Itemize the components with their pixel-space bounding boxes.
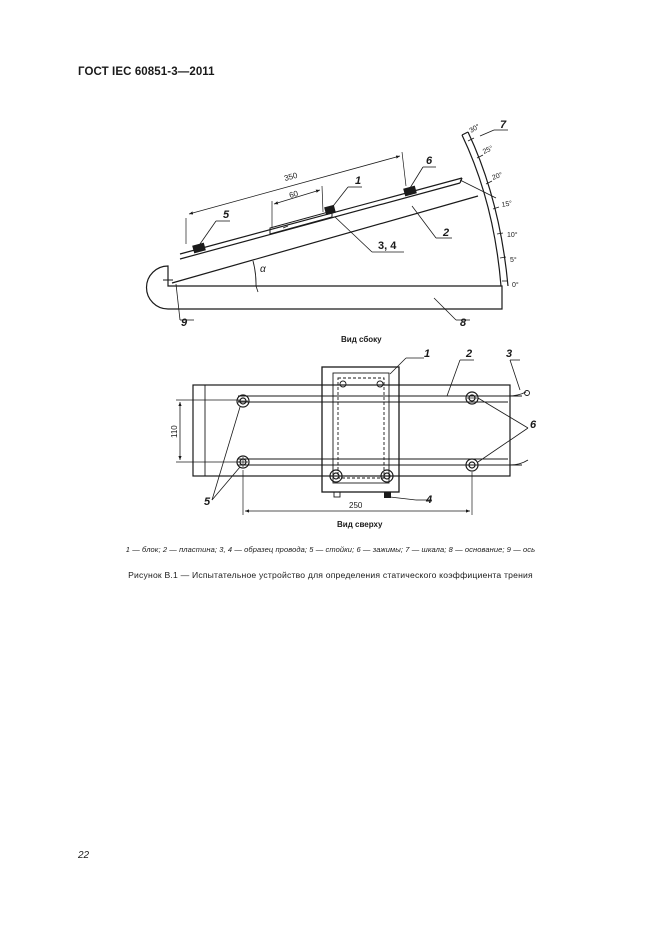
callout-6-side: 6 [426,155,433,167]
page-number: 22 [78,850,90,861]
scale-label-30: 30° [468,123,482,135]
scale-label-25: 25° [481,144,495,156]
axis-mark [163,275,173,285]
base-outline [147,266,503,309]
dim-250-label: 250 [349,501,363,510]
scale-label-10: 10° [507,232,518,239]
legend-item: 8 — основание; [448,545,507,554]
callout-6-top: 6 [530,419,537,431]
dim-350-label: 350 [283,170,299,183]
scale-label-15: 15° [501,200,513,209]
document-header: ГОСТ IEC 60851-3—2011 [78,66,215,78]
callout-5-side: 5 [223,209,230,221]
callout-2-side: 2 [443,227,450,239]
scale-label-20: 20° [491,171,504,182]
side-view-caption: Вид сбоку [341,335,382,344]
callout-34-side: 3, 4 [378,240,397,252]
callout-7-side: 7 [500,119,507,131]
callout-3-top: 3 [506,348,513,360]
callout-4-top: 4 [426,494,433,506]
block-side [270,211,332,234]
callout-5-top: 5 [204,496,211,508]
legend-item: 6 — зажимы; [356,545,406,554]
legend-item: 3, 4 — образец провода; [219,545,310,554]
scale-label-5: 5° [510,257,517,264]
stand-left [192,243,206,254]
callout-9-side: 9 [181,317,188,329]
legend-item: 1 — блок; [125,545,163,554]
callout-8-side: 8 [460,317,467,329]
callout-1-top: 1 [424,348,431,360]
top-view-labels [170,348,537,529]
figure-caption: Рисунок В.1 — Испытательное устройство для определения статического коэффициента трения [128,570,533,580]
dim-60-label: 60 [288,188,300,200]
callout-2-top: 2 [466,348,473,360]
side-view [147,130,509,320]
callout-1-side: 1 [355,175,362,187]
dim-110-label: 110 [170,425,179,438]
top-view [176,358,530,515]
legend-item: 5 — стойки; [309,545,357,554]
angle-label: α [260,264,266,275]
scale-label-0: 0° [512,282,519,289]
figure-legend [0,545,661,554]
legend-item: 9 — ось [506,545,536,554]
top-view-caption: Вид сверху [337,520,383,529]
legend-item: 7 — шкала; [405,545,449,554]
legend-item: 2 — пластина; [162,545,220,554]
